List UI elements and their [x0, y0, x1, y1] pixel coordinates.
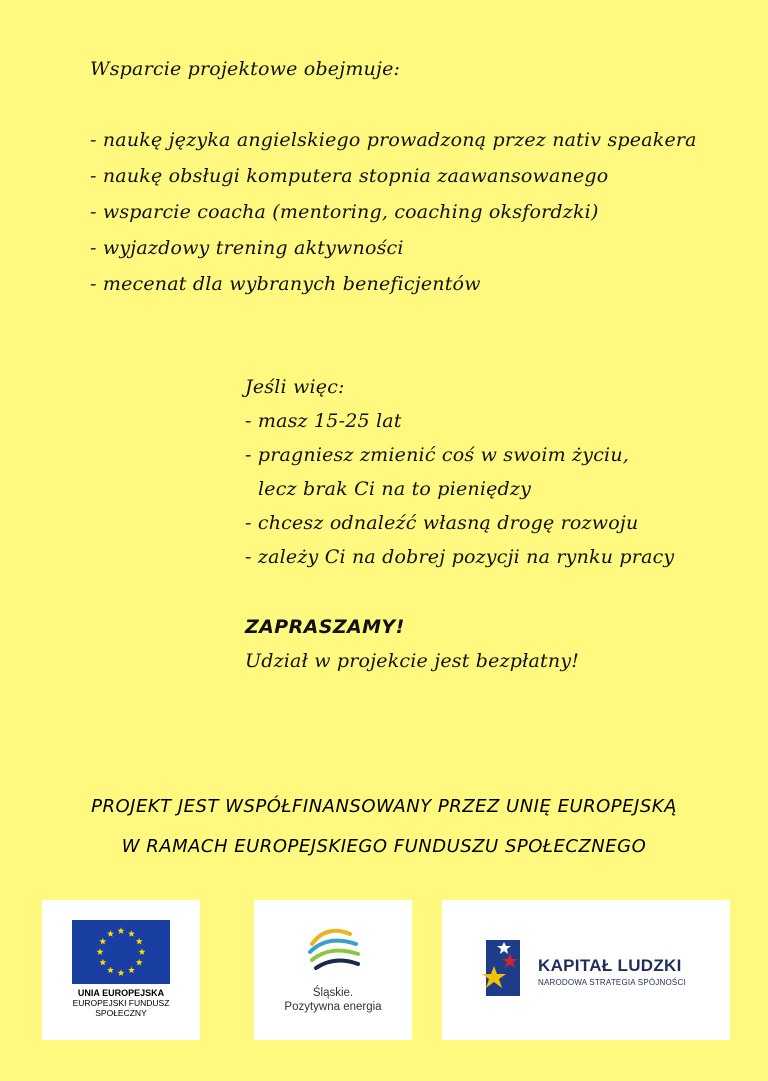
eu-star-icon — [99, 938, 106, 945]
cofinancing-line-2: W RAMACH EUROPEJSKIEGO FUNDUSZU SPOŁECZNEGO — [121, 836, 647, 857]
cofinancing-line-1: PROJEKT JEST WSPÓŁFINANSOWANY PRZEZ UNIĘ EUROPEJSKĄ — [91, 796, 677, 817]
eu-star-icon — [107, 930, 114, 937]
invitation-title: ZAPRASZAMY! — [245, 616, 405, 638]
eu-star-icon — [107, 967, 114, 974]
eu-logo-text — [42, 988, 200, 1018]
support-item-english: - naukę języka angielskiego prowadzoną przez nativ speakera — [90, 129, 697, 151]
eu-star-icon — [118, 969, 125, 976]
slaskie-logo-line-1: Śląskie. — [312, 987, 354, 999]
support-item-patronage: - mecenat dla wybranych beneficjentów — [90, 273, 481, 295]
support-item-training: - wyjazdowy trening aktywności — [90, 237, 404, 259]
cofinancing-statement — [0, 787, 768, 867]
eu-flag-icon — [72, 920, 170, 984]
eligibility-item-job-market: - zależy Ci na dobrej pozycji na rynku pracy — [245, 546, 675, 568]
support-item-computer: - naukę obsługi komputera stopnia zaawansowanego — [90, 165, 609, 187]
eligibility-item-change: - pragniesz zmienić coś w swoim życiu, — [245, 444, 629, 466]
project-support-section — [90, 58, 730, 302]
kapital-ludzki-title: KAPITAŁ LUDZKI — [538, 956, 682, 975]
kapital-ludzki-logo — [442, 900, 730, 1040]
support-list — [90, 122, 730, 302]
slaskie-waves-icon — [306, 924, 362, 974]
eu-star-icon — [139, 948, 146, 955]
support-item-coaching: - wsparcie coacha (mentoring, coaching oksfordzki) — [90, 201, 599, 223]
slaskie-logo-line-2: Pozytywna energia — [284, 1001, 382, 1013]
kapital-ludzki-stars-icon — [480, 936, 526, 1000]
invitation-block — [245, 610, 725, 678]
eligibility-item-change-cont: lecz brak Ci na to pieniędzy — [258, 478, 532, 500]
eu-logo-line-2: EUROPEJSKI FUNDUSZ — [72, 998, 170, 1008]
eu-star-icon — [128, 967, 135, 974]
kapital-ludzki-subtitle: NARODOWA STRATEGIA SPÓJNOŚCI — [538, 978, 686, 987]
eu-star-icon — [128, 930, 135, 937]
eu-logo-line-1: UNIA EUROPEJSKA — [77, 988, 165, 998]
eligibility-list — [245, 370, 725, 574]
slaskie-logo-text — [254, 986, 412, 1014]
support-heading: Wsparcie projektowe obejmuje: — [90, 58, 401, 80]
eu-logo — [42, 900, 200, 1040]
eligibility-item-development: - chcesz odnaleźć własną drogę rozwoju — [245, 512, 639, 534]
eligibility-item-age: - masz 15-25 lat — [245, 410, 402, 432]
eu-star-icon — [97, 948, 104, 955]
eu-star-icon — [136, 938, 143, 945]
eu-star-icon — [99, 959, 106, 966]
free-participation-note: Udział w projekcie jest bezpłatny! — [245, 650, 580, 672]
eu-star-icon — [136, 959, 143, 966]
slaskie-logo — [254, 900, 412, 1040]
eu-logo-line-3: SPOŁECZNY — [95, 1008, 147, 1018]
eu-star-icon — [118, 927, 125, 934]
eligibility-section — [245, 370, 725, 678]
eligibility-heading: Jeśli więc: — [245, 376, 345, 398]
